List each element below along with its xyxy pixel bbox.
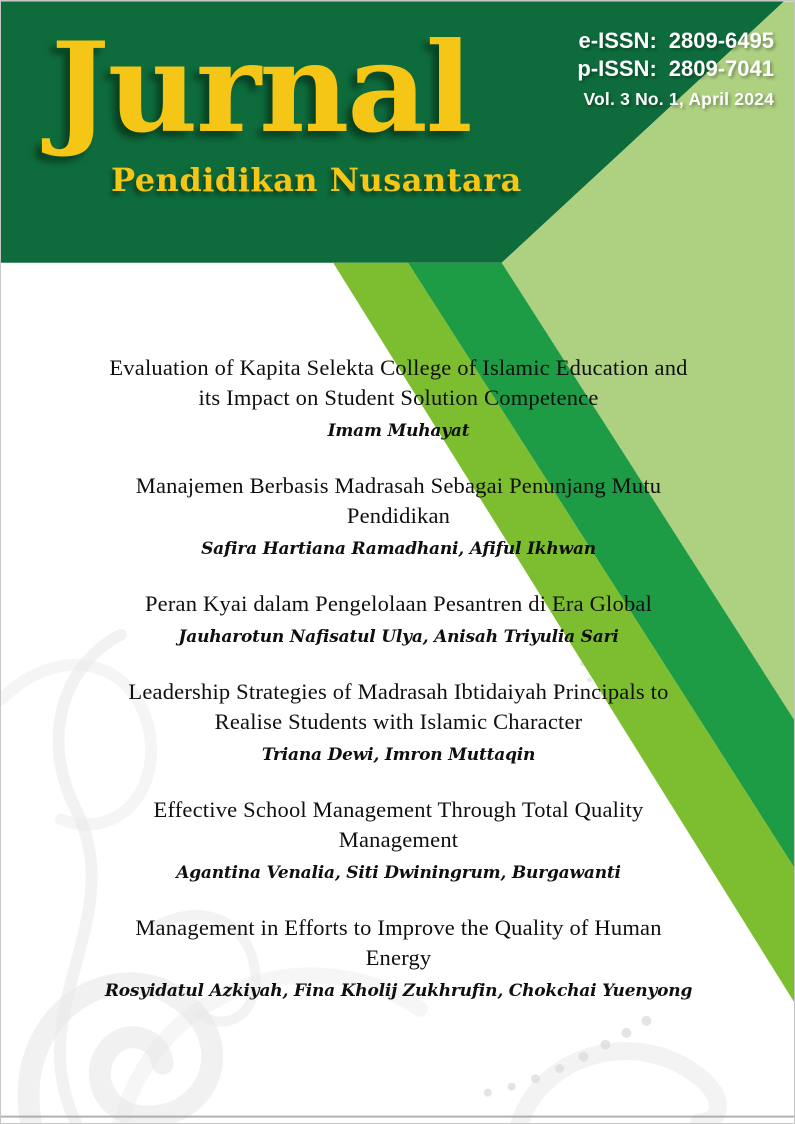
title-line: Effective School Management Through Total Quality — [153, 797, 644, 822]
pissn-label: p-ISSN: — [577, 56, 657, 81]
journal-logo — [51, 16, 522, 199]
article-authors: Safira Hartiana Ramadhani, Afiful Ikhwan — [201, 539, 596, 559]
eissn-label: e-ISSN: — [578, 28, 657, 53]
eissn-line — [577, 27, 774, 55]
title-line: Management in Efforts to Improve the Quality of Human — [135, 915, 662, 940]
volume-info: Vol. 3 No. 1, April 2024 — [583, 89, 774, 109]
title-line: Evaluation of Kapita Selekta College of Islamic Education and — [109, 355, 688, 380]
article-authors: Jauharotun Nafisatul Ulya, Anisah Triyulia Sari — [178, 627, 619, 647]
title-line: Management — [338, 827, 459, 852]
title-line: Energy — [365, 945, 432, 970]
title-line: Manajemen Berbasis Madrasah Sebagai Penunjang Mutu — [135, 473, 662, 498]
article-item — [41, 589, 756, 649]
article-title — [41, 589, 756, 619]
article-authors: Triana Dewi, Imron Muttaqin — [261, 745, 536, 765]
title-line: Peran Kyai dalam Pengelolaan Pesantren di Era Global — [144, 591, 653, 616]
pissn-line — [577, 55, 774, 83]
journal-title: Jurnal — [51, 16, 471, 161]
article-title — [41, 353, 756, 413]
article-title — [41, 677, 756, 737]
journal-subtitle: Pendidikan Nusantara — [111, 161, 522, 199]
article-authors: Imam Muhayat — [327, 421, 470, 441]
article-item — [41, 353, 756, 443]
bottom-rule — [1, 1116, 794, 1118]
article-item — [41, 677, 756, 767]
eissn-value: 2809-6495 — [668, 28, 774, 53]
article-title — [41, 795, 756, 855]
title-line: Realise Students with Islamic Character — [214, 709, 583, 734]
article-item — [41, 795, 756, 885]
article-item — [41, 913, 756, 1003]
article-title — [41, 471, 756, 531]
article-title — [41, 913, 756, 973]
article-authors: Rosyidatul Azkiyah, Fina Kholij Zukhrufin, Chokchai Yuenyong — [104, 981, 693, 1001]
issn-block — [577, 27, 774, 112]
title-line: Pendidikan — [346, 503, 451, 528]
title-line: Leadership Strategies of Madrasah Ibtidaiyah Principals to — [128, 679, 669, 704]
title-line: its Impact on Student Solution Competence — [198, 385, 599, 410]
article-authors: Agantina Venalia, Siti Dwiningrum, Burgawanti — [176, 863, 621, 883]
article-item — [41, 471, 756, 561]
pissn-value: 2809-7041 — [668, 56, 774, 81]
article-list — [41, 353, 756, 1031]
